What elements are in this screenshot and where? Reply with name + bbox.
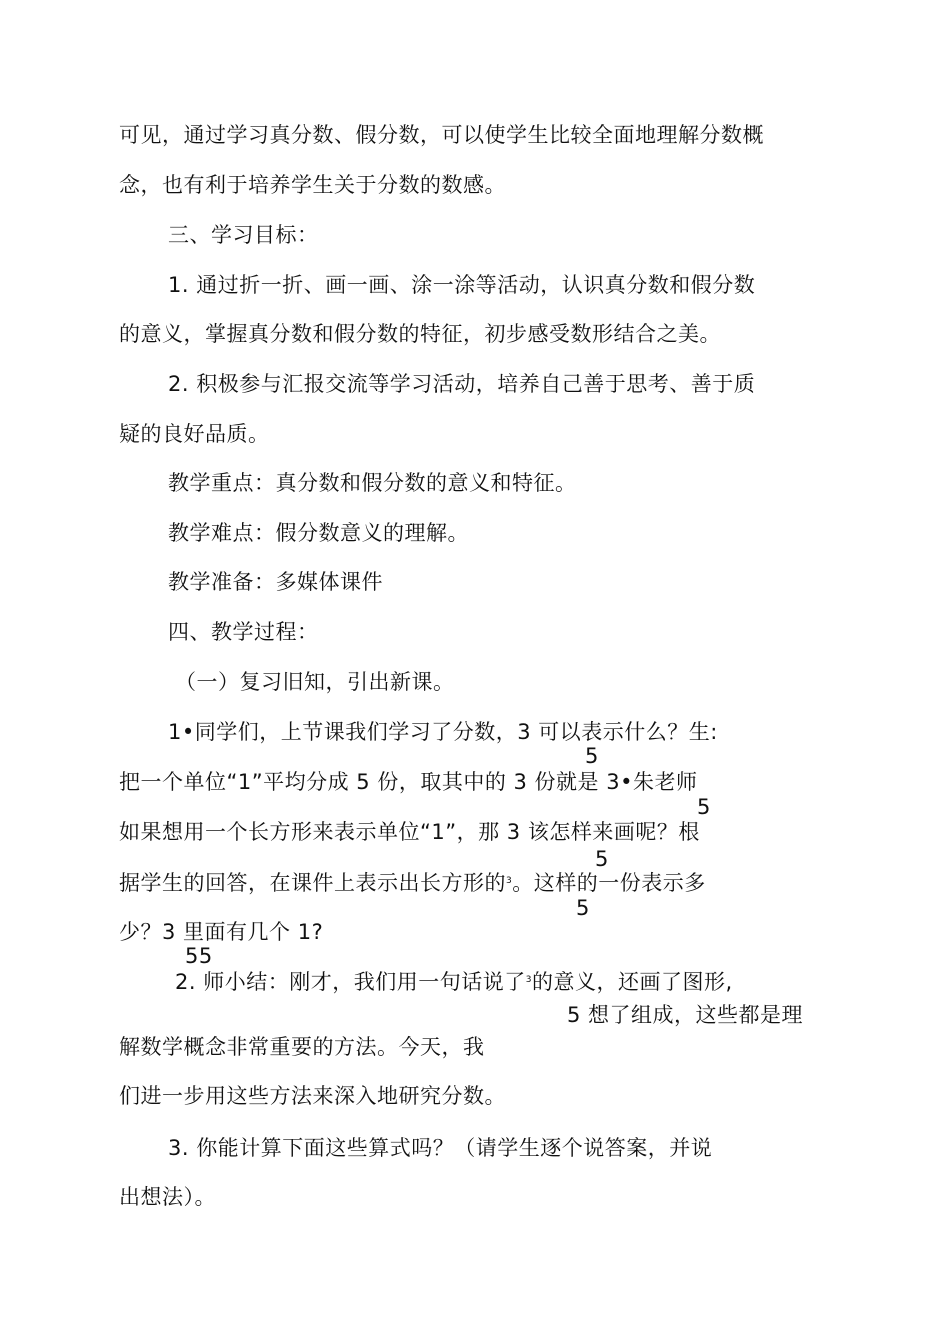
fraction-denominator: 5 bbox=[697, 795, 711, 819]
paragraph-line: 把一个单位“1”平均分成 5 份，取其中的 3 份就是 3•朱老师 bbox=[119, 770, 698, 794]
list-item: 2. 积极参与汇报交流等学习活动，培养自己善于思考、善于质 bbox=[168, 372, 756, 396]
paragraph-line: 可见，通过学习真分数、假分数，可以使学生比较全面地理解分数概 bbox=[119, 123, 764, 147]
paragraph-line: 少？3 里面有几个 1? bbox=[119, 920, 324, 944]
paragraph-line: 教学难点：假分数意义的理解。 bbox=[168, 521, 469, 545]
paragraph-line: 念，也有利于培养学生关于分数的数感。 bbox=[119, 173, 506, 197]
text-span: 的意义，还画了图形, bbox=[531, 970, 733, 994]
fraction-denominator: 5 bbox=[595, 847, 609, 871]
paragraph-line: 如果想用一个长方形来表示单位“1”，那 3 该怎样来画呢？根 bbox=[119, 820, 700, 844]
fraction-denominator: 55 bbox=[185, 944, 213, 968]
paragraph-line: 们进一步用这些方法来深入地研究分数。 bbox=[119, 1084, 506, 1108]
superscript-numerator: 3 bbox=[525, 975, 532, 985]
paragraph-line: 5 想了组成，这些都是理 bbox=[567, 1003, 804, 1027]
fraction-denominator: 5 bbox=[576, 896, 590, 920]
list-item: 1. 通过折一折、画一画、涂一涂等活动，认识真分数和假分数 bbox=[168, 273, 756, 297]
paragraph-line: 教学准备：多媒体课件 bbox=[168, 570, 383, 594]
paragraph-line: 解数学概念非常重要的方法。今天，我 bbox=[119, 1035, 485, 1059]
paragraph-line: 教学重点：真分数和假分数的意义和特征。 bbox=[168, 471, 577, 495]
text-span: 据学生的回答，在课件上表示出长方形的 bbox=[119, 871, 506, 895]
text-span: 2. 师小结：刚才，我们用一句话说了 bbox=[175, 970, 526, 994]
subsection-heading: （一）复习旧知，引出新课。 bbox=[175, 670, 455, 694]
section-heading: 三、学习目标： bbox=[168, 223, 319, 247]
paragraph-line: 疑的良好品质。 bbox=[119, 422, 270, 446]
list-item: 3. 你能计算下面这些算式吗？（请学生逐个说答案，并说 bbox=[168, 1136, 713, 1160]
list-item bbox=[175, 968, 733, 1001]
superscript-numerator: 3 bbox=[506, 876, 513, 886]
paragraph-line: 出想法）。 bbox=[119, 1185, 216, 1209]
text-span: 。这样的一份表示多 bbox=[512, 871, 706, 895]
section-heading: 四、教学过程： bbox=[168, 620, 319, 644]
paragraph-line: 1•同学们，上节课我们学习了分数，3 可以表示什么？生: bbox=[168, 720, 718, 744]
paragraph-line bbox=[119, 869, 706, 902]
fraction-denominator: 5 bbox=[585, 744, 599, 768]
paragraph-line: 的意义，掌握真分数和假分数的特征，初步感受数形结合之美。 bbox=[119, 322, 721, 346]
